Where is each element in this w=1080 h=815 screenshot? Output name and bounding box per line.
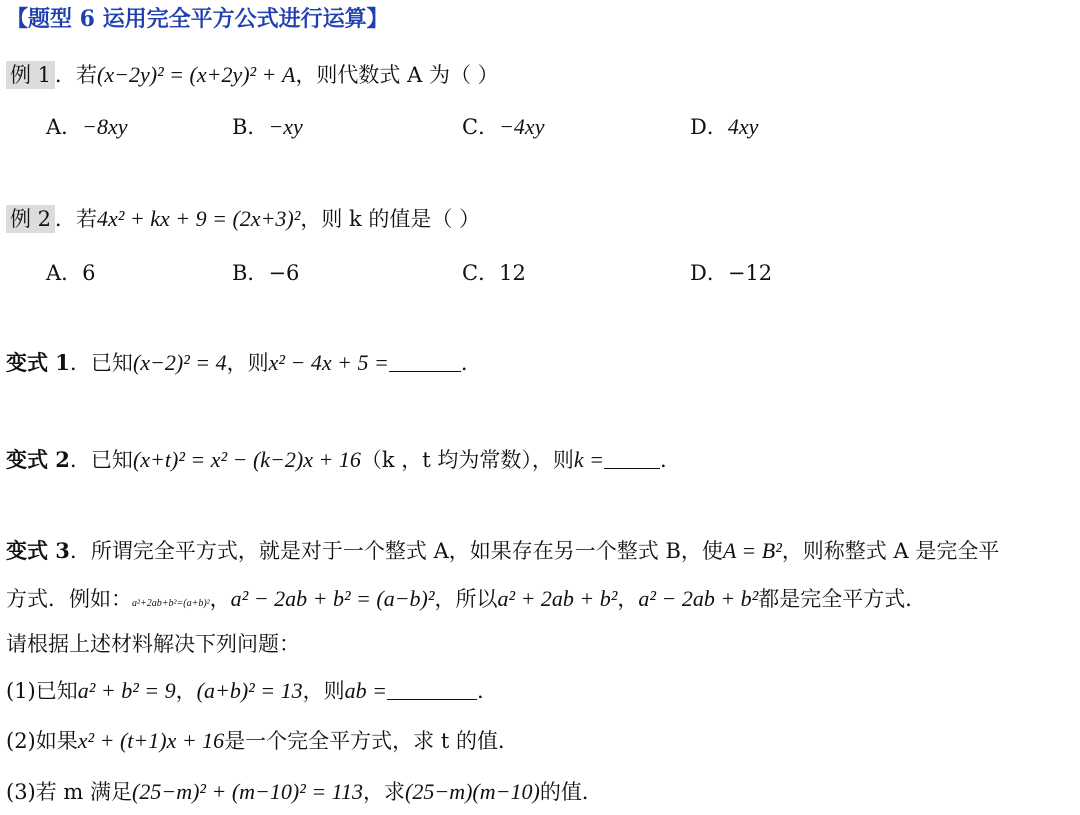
example-1-text-before: ．若: [55, 63, 98, 87]
option-value: 12: [499, 261, 526, 285]
option-value: −12: [727, 261, 773, 285]
option-value: −6: [268, 261, 300, 285]
variant-1-text-before: ．已知: [69, 351, 133, 375]
option-letter: D．: [690, 115, 728, 139]
question-1-c: ，则: [302, 679, 345, 703]
example-1-option-a: [46, 112, 128, 142]
option-letter: C．: [462, 115, 500, 139]
variant-2-formula-2: k =: [573, 447, 604, 472]
variant-3-formula-1: a² − 2ab + b² = (a−b)²: [230, 586, 435, 611]
question-3-a: (3)若 m 满足: [6, 780, 133, 804]
example-2-text-after: ，则 k 的值是（ ）: [300, 207, 481, 231]
option-value: −8xy: [82, 114, 128, 139]
question-1-formula-3: ab =: [344, 678, 387, 703]
variant-3-line-2-b: ，: [209, 587, 231, 611]
variant-2-text-mid: （k ，t 均为常数），则: [360, 448, 574, 472]
example-1-text-after: ，则代数式 A 为（ ）: [295, 63, 499, 87]
variant-1-formula-2: x² − 4x + 5 =: [268, 350, 389, 375]
answer-blank[interactable]: [389, 351, 461, 372]
question-2: [6, 726, 519, 756]
variant-3-tiny-formula: a²+2ab+b²=(a+b)²: [132, 598, 210, 609]
example-1-label: 例 1: [6, 61, 55, 89]
variant-2-text-before: ．已知: [69, 448, 133, 472]
option-letter: A．: [46, 115, 83, 139]
variant-1-formula-1: (x−2)² = 4: [132, 350, 227, 375]
option-letter: C．: [462, 261, 500, 285]
variant-3-formula-2: a² + 2ab + b²: [497, 586, 618, 611]
variant-3-line-2-a: 方式．例如：: [6, 587, 132, 611]
question-3-formula-2: (25−m)(m−10): [405, 779, 540, 804]
question-1-d: .: [476, 679, 484, 703]
option-letter: B．: [232, 261, 269, 285]
example-2-text-before: ．若: [55, 207, 98, 231]
variant-1-text-mid: ，则: [226, 351, 269, 375]
question-3: [6, 777, 603, 807]
option-value: 4xy: [727, 114, 759, 139]
variant-3-label: 变式 3: [6, 538, 70, 563]
option-letter: A．: [46, 261, 83, 285]
variant-1-label: 变式 1: [6, 350, 70, 375]
question-1-b: ，: [175, 679, 197, 703]
example-1-option-c: [462, 112, 544, 142]
question-1: [6, 676, 484, 706]
variant-3-line-2: [6, 584, 926, 619]
variant-3-line-2-c: ，所以: [434, 587, 498, 611]
variant-2-text-after: .: [659, 448, 667, 472]
question-2-b: 是一个完全平方式，求 t 的值．: [224, 729, 519, 753]
option-letter: D．: [690, 261, 728, 285]
variant-1: [6, 348, 468, 378]
question-1-formula-1: a² + b² = 9: [77, 678, 176, 703]
variant-3-line-2-d: ，: [617, 587, 639, 611]
example-1-stem: [6, 60, 499, 90]
variant-1-text-after: .: [460, 351, 468, 375]
question-1-a: (1)已知: [6, 679, 78, 703]
example-1-option-d: [690, 112, 758, 142]
question-3-formula-1: (25−m)² + (m−10)² = 113: [132, 779, 364, 804]
variant-3-line-1-tail: ，则称整式 A 是完全平: [781, 539, 1000, 563]
example-2-option-a: [46, 258, 96, 288]
variant-3-formula-3: a² − 2ab + b²: [638, 586, 759, 611]
variant-2: [6, 445, 667, 475]
example-2-label: 例 2: [6, 205, 55, 233]
option-value: −xy: [268, 114, 303, 139]
option-letter: B．: [232, 115, 269, 139]
variant-3-instruction: 请根据上述材料解决下列问题：: [6, 632, 300, 656]
example-1-option-b: [232, 112, 303, 142]
variant-3-line-2-e: 都是完全平方式．: [758, 587, 927, 611]
question-2-a: (2)如果: [6, 729, 78, 753]
option-value: −4xy: [499, 114, 545, 139]
variant-2-label: 变式 2: [6, 447, 70, 472]
example-1-formula: (x−2y)² = (x+2y)² + A: [97, 62, 296, 87]
variant-3-line-1-text: ．所谓完全平方式，就是对于一个整式 A，如果存在另一个整式 B，使: [69, 539, 723, 563]
answer-blank[interactable]: [604, 448, 660, 469]
example-2-option-c: [462, 258, 526, 288]
example-2-option-b: [232, 258, 299, 288]
answer-blank[interactable]: [387, 679, 477, 700]
variant-2-formula-1: (x+t)² = x² − (k−2)x + 16: [132, 447, 361, 472]
section-title: 【题型 6 运用完全平方公式进行运算】: [6, 6, 389, 32]
question-3-c: 的值．: [539, 780, 603, 804]
option-value: 6: [82, 261, 96, 285]
variant-3-formula-ab: A = B²: [722, 538, 782, 563]
question-3-b: ，求: [363, 780, 406, 804]
example-2-formula: 4x² + kx + 9 = (2x+3)²: [97, 206, 301, 231]
example-2-stem: [6, 204, 480, 234]
question-1-formula-2: (a+b)² = 13: [196, 678, 303, 703]
variant-3-line-1: [6, 536, 999, 566]
question-2-formula: x² + (t+1)x + 16: [77, 728, 225, 753]
example-2-option-d: [690, 258, 772, 288]
